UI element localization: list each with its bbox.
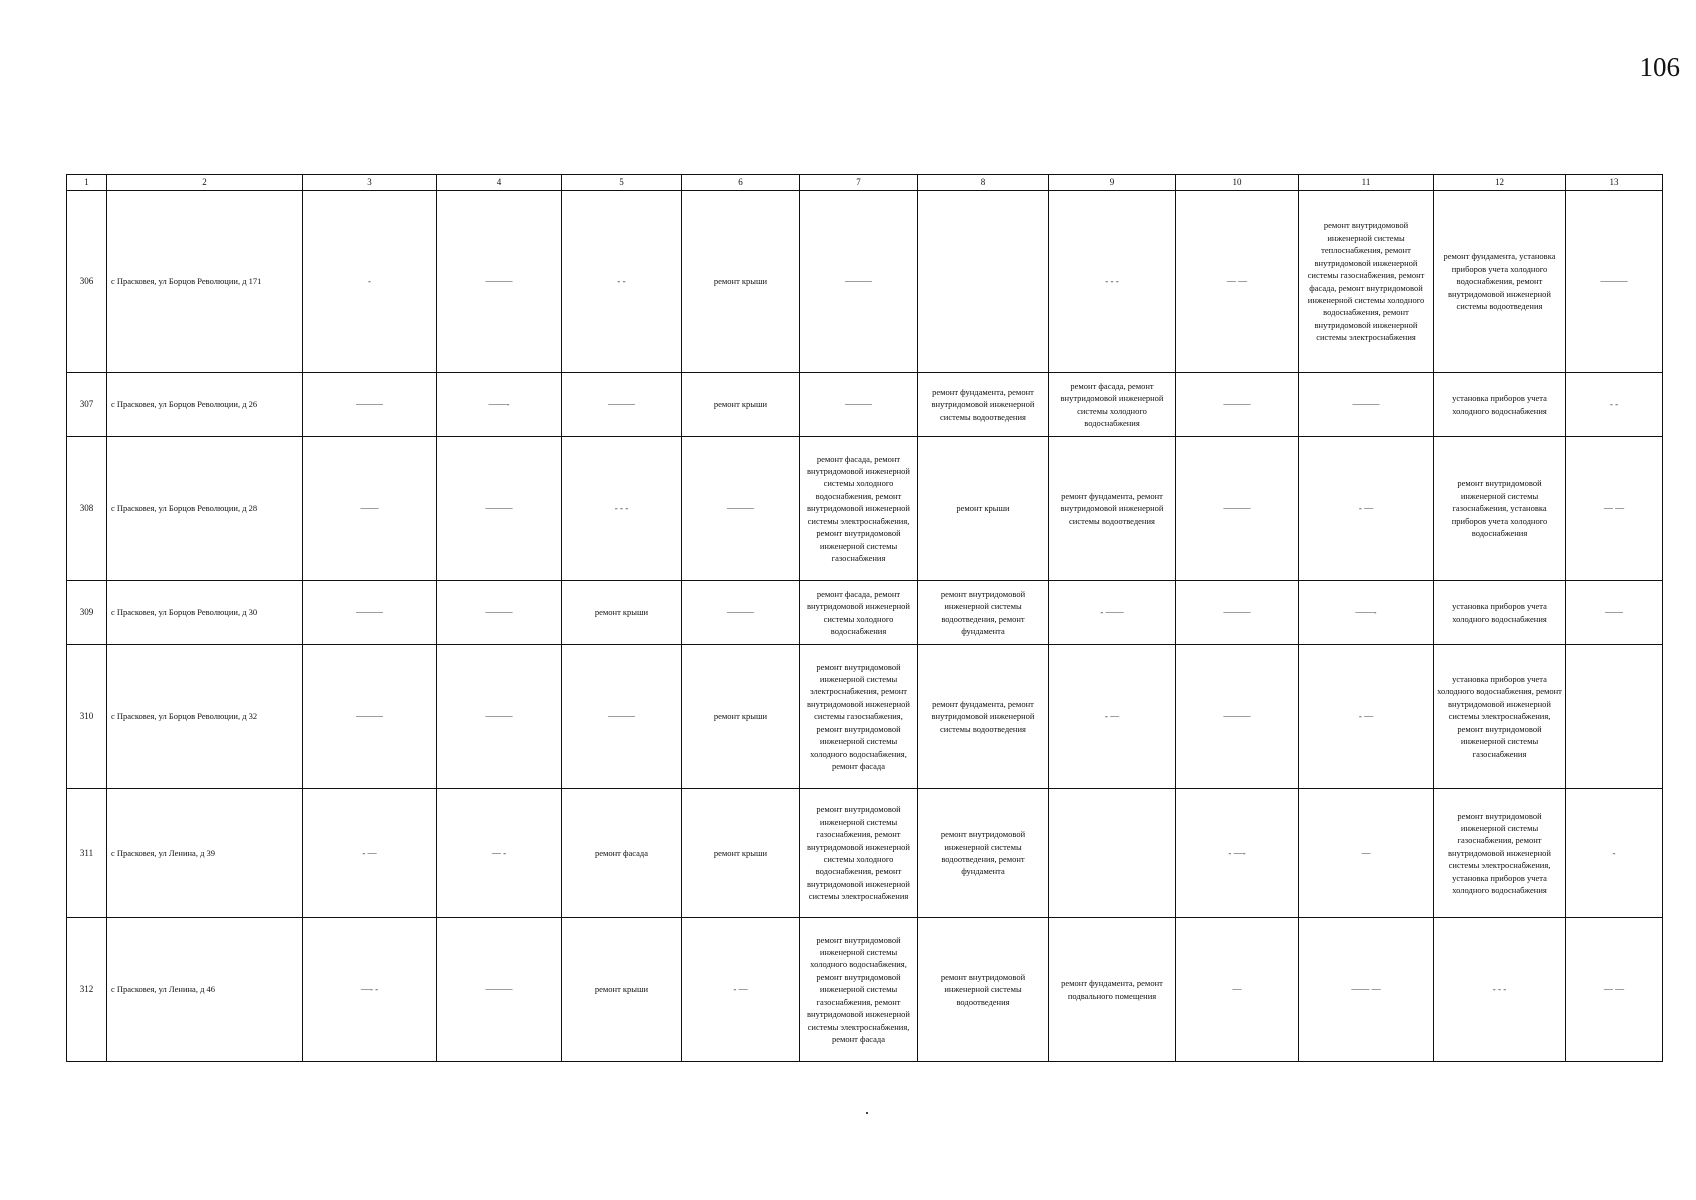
table-row xyxy=(67,918,1663,1062)
table-cell: ремонт крыши xyxy=(682,789,800,918)
table-cell: — — xyxy=(1176,191,1299,373)
works-table-container xyxy=(66,174,1662,1062)
table-cell: - —— xyxy=(1049,581,1176,645)
table-cell: - — xyxy=(1049,645,1176,789)
row-number: 307 xyxy=(67,373,107,437)
column-header: 7 xyxy=(800,175,918,191)
table-cell: ремонт фасада, ремонт внутридомовой инженерной системы холодного водоснабжения, ремонт внутридомовой инженерной системы электроснабжения, ремонт внутридомовой инженерной системы газоснабжения xyxy=(800,437,918,581)
scan-speck xyxy=(866,1112,868,1114)
table-cell: ——- xyxy=(1299,581,1434,645)
table-cell: ——— xyxy=(562,373,682,437)
column-header: 11 xyxy=(1299,175,1434,191)
table-cell: ремонт фасада, ремонт внутридомовой инженерной системы холодного водоснабжения xyxy=(1049,373,1176,437)
table-cell: — — xyxy=(1566,437,1663,581)
column-header: 4 xyxy=(437,175,562,191)
table-cell: - — xyxy=(682,918,800,1062)
table-cell: ремонт фундамента, ремонт внутридомовой инженерной системы водоотведения xyxy=(1049,437,1176,581)
table-cell: ремонт внутридомовой инженерной системы водоотведения, ремонт фундамента xyxy=(918,581,1049,645)
table-cell: ——— xyxy=(682,581,800,645)
table-cell: ——— xyxy=(682,437,800,581)
row-number: 311 xyxy=(67,789,107,918)
table-cell: ремонт внутридомовой инженерной системы электроснабжения, ремонт внутридомовой инженерной системы газоснабжения, ремонт внутридомовой инженерной системы холодного водоснабжения, ремонт фасада xyxy=(800,645,918,789)
table-cell: - - xyxy=(562,191,682,373)
column-number-row xyxy=(67,175,1663,191)
table-cell: - - xyxy=(1566,373,1663,437)
table-cell: ——— xyxy=(1176,373,1299,437)
table-cell: - —- xyxy=(1176,789,1299,918)
table-cell: ремонт крыши xyxy=(562,918,682,1062)
table-cell: ремонт внутридомовой инженерной системы теплоснабжения, ремонт внутридомовой инженерной системы газоснабжения, ремонт фасада, ремонт внутридомовой инженерной системы холодного водоснабжения, ремонт внутридомовой инженерной системы электроснабжения xyxy=(1299,191,1434,373)
row-number: 308 xyxy=(67,437,107,581)
table-cell: ремонт крыши xyxy=(918,437,1049,581)
table-row xyxy=(67,789,1663,918)
table-cell: —- - xyxy=(303,918,437,1062)
table-cell: - - - xyxy=(1049,191,1176,373)
table-cell: установка приборов учета холодного водоснабжения, ремонт внутридомовой инженерной системы электроснабжения, ремонт внутридомовой инженерной системы газоснабжения xyxy=(1434,645,1566,789)
row-number: 309 xyxy=(67,581,107,645)
table-cell: —— xyxy=(303,437,437,581)
table-cell: ремонт крыши xyxy=(682,373,800,437)
table-cell: ремонт внутридомовой инженерной системы газоснабжения, установка приборов учета холодного водоснабжения xyxy=(1434,437,1566,581)
table-row xyxy=(67,645,1663,789)
address-cell: с Прасковея, ул Ленина, д 39 xyxy=(107,789,303,918)
table-cell: ремонт крыши xyxy=(562,581,682,645)
table-cell: ——— xyxy=(437,437,562,581)
address-cell: с Прасковея, ул Ленина, д 46 xyxy=(107,918,303,1062)
row-number: 312 xyxy=(67,918,107,1062)
table-cell: ремонт фасада, ремонт внутридомовой инженерной системы холодного водоснабжения xyxy=(800,581,918,645)
address-cell: с Прасковея, ул Борцов Революции, д 28 xyxy=(107,437,303,581)
page-number: 106 xyxy=(1639,52,1680,82)
table-cell: ремонт внутридомовой инженерной системы водоотведения, ремонт фундамента xyxy=(918,789,1049,918)
table-cell: ремонт фундамента, ремонт внутридомовой инженерной системы водоотведения xyxy=(918,645,1049,789)
table-cell: ——— xyxy=(303,373,437,437)
table-cell: - - - xyxy=(1434,918,1566,1062)
table-cell: - — xyxy=(1299,437,1434,581)
address-cell: с Прасковея, ул Борцов Революции, д 30 xyxy=(107,581,303,645)
table-cell: ремонт фундамента, установка приборов учета холодного водоснабжения, ремонт внутридомовой инженерной системы водоотведения xyxy=(1434,191,1566,373)
column-header: 2 xyxy=(107,175,303,191)
table-cell: ——— xyxy=(800,191,918,373)
table-cell xyxy=(1566,645,1663,789)
table-cell: ремонт внутридомовой инженерной системы холодного водоснабжения, ремонт внутридомовой инженерной системы газоснабжения, ремонт внутридомовой инженерной системы электроснабжения, ремонт фасада xyxy=(800,918,918,1062)
table-cell: ——— xyxy=(437,581,562,645)
table-cell: установка приборов учета холодного водоснабжения xyxy=(1434,581,1566,645)
table-cell: —— xyxy=(1566,581,1663,645)
table-cell: ремонт фундамента, ремонт подвального помещения xyxy=(1049,918,1176,1062)
table-cell: ——— xyxy=(303,581,437,645)
column-header: 13 xyxy=(1566,175,1663,191)
table-row xyxy=(67,373,1663,437)
table-cell: - xyxy=(303,191,437,373)
table-cell: ——— xyxy=(437,191,562,373)
table-cell: ремонт внутридомовой инженерной системы водоотведения xyxy=(918,918,1049,1062)
column-header: 3 xyxy=(303,175,437,191)
table-cell: ремонт крыши xyxy=(682,645,800,789)
table-cell: ——— xyxy=(1299,373,1434,437)
table-cell: ——— xyxy=(1176,437,1299,581)
table-cell: ——— xyxy=(437,918,562,1062)
address-cell: с Прасковея, ул Борцов Революции, д 32 xyxy=(107,645,303,789)
table-cell: — xyxy=(1176,918,1299,1062)
table-cell xyxy=(918,191,1049,373)
table-cell: ——— xyxy=(1176,645,1299,789)
column-header: 9 xyxy=(1049,175,1176,191)
table-cell: ——— xyxy=(800,373,918,437)
table-cell: - - - xyxy=(562,437,682,581)
table-cell: ремонт крыши xyxy=(682,191,800,373)
column-header: 12 xyxy=(1434,175,1566,191)
table-cell: ——— xyxy=(437,645,562,789)
column-header: 8 xyxy=(918,175,1049,191)
table-cell: - — xyxy=(1299,645,1434,789)
column-header: 1 xyxy=(67,175,107,191)
row-number: 310 xyxy=(67,645,107,789)
table-cell: — — xyxy=(1566,918,1663,1062)
table-cell: - — xyxy=(303,789,437,918)
table-cell: ремонт внутридомовой инженерной системы газоснабжения, ремонт внутридомовой инженерной системы холодного водоснабжения, ремонт внутридомовой инженерной системы электроснабжения xyxy=(800,789,918,918)
column-header: 10 xyxy=(1176,175,1299,191)
works-table xyxy=(66,174,1663,1062)
table-cell: ——— xyxy=(1566,191,1663,373)
address-cell: с Прасковея, ул Борцов Революции, д 171 xyxy=(107,191,303,373)
table-cell: ——— xyxy=(1176,581,1299,645)
table-cell: ремонт фундамента, ремонт внутридомовой инженерной системы водоотведения xyxy=(918,373,1049,437)
table-cell: ремонт внутридомовой инженерной системы газоснабжения, ремонт внутридомовой инженерной системы электроснабжения, установка приборов учета холодного водоснабжения xyxy=(1434,789,1566,918)
row-number: 306 xyxy=(67,191,107,373)
address-cell: с Прасковея, ул Борцов Революции, д 26 xyxy=(107,373,303,437)
table-cell: ——— xyxy=(562,645,682,789)
table-row xyxy=(67,191,1663,373)
column-header: 5 xyxy=(562,175,682,191)
table-cell: — xyxy=(1299,789,1434,918)
table-cell: ремонт фасада xyxy=(562,789,682,918)
table-cell xyxy=(1049,789,1176,918)
table-cell: ——- xyxy=(437,373,562,437)
table-cell: - xyxy=(1566,789,1663,918)
column-header: 6 xyxy=(682,175,800,191)
table-cell: —— — xyxy=(1299,918,1434,1062)
table-row xyxy=(67,581,1663,645)
table-row xyxy=(67,437,1663,581)
table-cell: ——— xyxy=(303,645,437,789)
table-cell: — - xyxy=(437,789,562,918)
table-cell: установка приборов учета холодного водоснабжения xyxy=(1434,373,1566,437)
